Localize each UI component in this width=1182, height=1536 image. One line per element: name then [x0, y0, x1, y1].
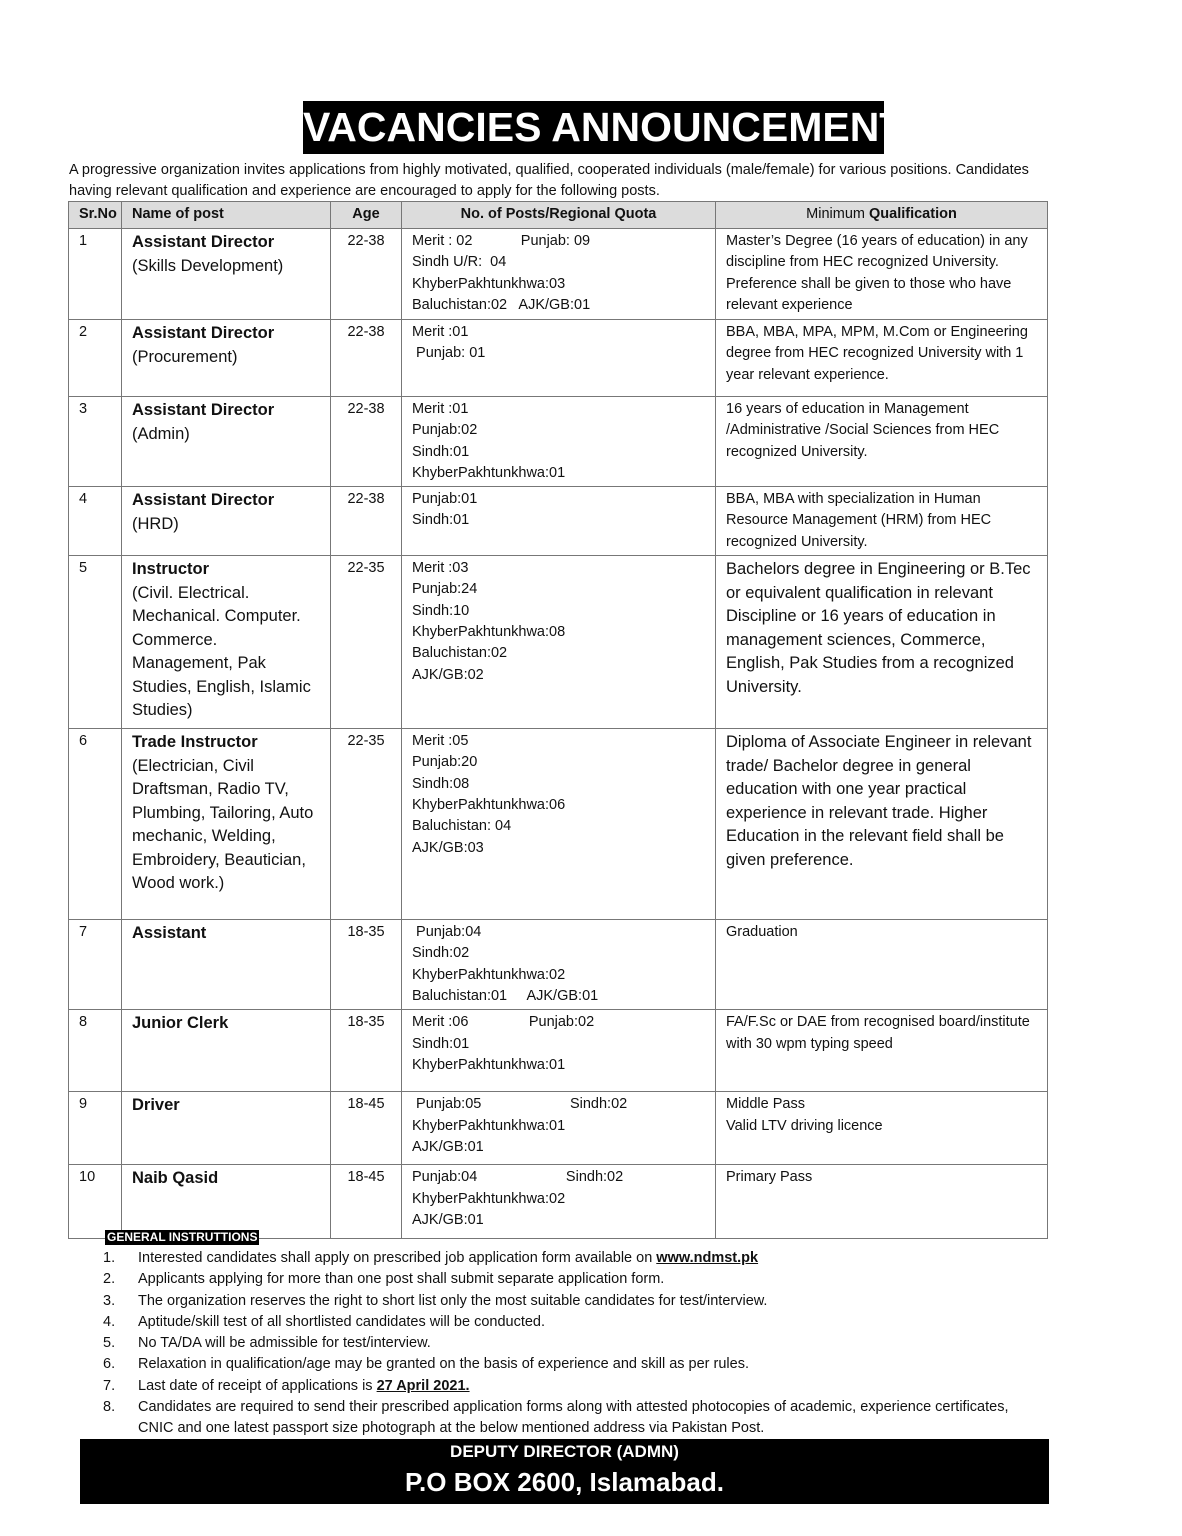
row-serial-number: 7 — [69, 920, 122, 1010]
row-serial-number: 9 — [69, 1092, 122, 1165]
row-minimum-qualification: FA/F.Sc or DAE from recognised board/institute with 30 wpm typing speed — [716, 1010, 1048, 1092]
instruction-item — [103, 1333, 1038, 1354]
post-name: Trade Instructor — [132, 733, 258, 752]
row-regional-quota — [402, 1165, 716, 1239]
quota-line: Punjab:20 — [412, 754, 478, 771]
header-regional-quota: No. of Posts/Regional Quota — [402, 202, 716, 229]
instruction-item — [103, 1354, 1038, 1375]
address-footer — [80, 1439, 1049, 1504]
table-row — [69, 729, 1048, 920]
quota-line: Merit :06 Punjab:02 — [412, 1014, 595, 1031]
quota-line: Merit :05 — [412, 733, 469, 750]
row-regional-quota — [402, 229, 716, 320]
row-post-cell — [122, 1092, 331, 1165]
row-serial-number: 6 — [69, 729, 122, 920]
table-row — [69, 556, 1048, 729]
quota-line: KhyberPakhtunkhwa:06 — [412, 796, 566, 813]
header-sr-no: Sr.No — [69, 202, 122, 229]
intro-paragraph: A progressive organization invites applications from highly motivated, qualified, cooperated individuals (male/female) for various positions. Candidates having relevant qualification and experience are encouraged to apply for the following posts. — [69, 162, 1029, 199]
table-row — [69, 1165, 1048, 1239]
row-age: 18-35 — [331, 1010, 402, 1092]
table-row — [69, 1092, 1048, 1165]
row-regional-quota — [402, 1010, 716, 1092]
quota-line: KhyberPakhtunkhwa:02 — [412, 1190, 566, 1207]
quota-line: KhyberPakhtunkhwa:08 — [412, 623, 566, 640]
quota-line: AJK/GB:02 — [412, 666, 484, 683]
row-serial-number: 10 — [69, 1165, 122, 1239]
quota-line: Punjab: 01 — [412, 345, 486, 362]
instructions-heading: GENERAL INSTRUTTIONS — [107, 1230, 258, 1244]
quota-line: Punjab:05 Sindh:02 — [412, 1096, 628, 1113]
quota-line: Baluchistan:02 — [412, 645, 508, 662]
instruction-item — [103, 1248, 1038, 1269]
table-row — [69, 1010, 1048, 1092]
row-minimum-qualification — [716, 1092, 1048, 1165]
quota-line: Baluchistan:01 AJK/GB:01 — [412, 987, 599, 1004]
quota-line: Sindh U/R: 04 — [412, 254, 507, 271]
header-qual-prefix: Minimum — [806, 206, 865, 222]
row-post-cell — [122, 397, 331, 487]
instruction-text: Aptitude/skill test of all shortlisted candidates will be conducted. — [138, 1313, 546, 1330]
post-name: Assistant Director — [132, 401, 275, 419]
row-post-cell — [122, 320, 331, 397]
row-regional-quota — [402, 729, 716, 920]
instruction-number: 6. — [103, 1356, 116, 1373]
row-post-cell — [122, 487, 331, 556]
row-post-cell — [122, 556, 331, 729]
instruction-text: No TA/DA will be admissible for test/interview. — [138, 1335, 431, 1352]
instruction-number: 4. — [103, 1313, 116, 1330]
row-serial-number: 4 — [69, 487, 122, 556]
row-regional-quota — [402, 397, 716, 487]
header-minimum-qualification — [716, 202, 1048, 229]
footer-designation: DEPUTY DIRECTOR (ADMN) — [450, 1442, 679, 1461]
quota-line: KhyberPakhtunkhwa:02 — [412, 966, 566, 983]
post-name: Junior Clerk — [132, 1014, 229, 1033]
post-name: Assistant Director — [132, 491, 275, 510]
post-name: Assistant Director — [132, 233, 275, 251]
header-age: Age — [331, 202, 402, 229]
quota-line: AJK/GB:01 — [412, 1211, 484, 1228]
quota-line: Punjab:04 — [412, 924, 482, 941]
qualification-line: Valid LTV driving licence — [726, 1117, 883, 1134]
quota-line: Sindh:08 — [412, 775, 470, 792]
row-serial-number: 8 — [69, 1010, 122, 1092]
instruction-item — [103, 1312, 1038, 1333]
instruction-text: Candidates are required to send their prescribed application forms along with attested photocopies of academic, experience certificates, CNIC and one latest passport size photograph at the below mentioned address via Pakistan Post. — [138, 1399, 1009, 1437]
row-age: 22-35 — [331, 556, 402, 729]
instruction-text: Relaxation in qualification/age may be granted on the basis of experience and skill as per rules. — [138, 1356, 749, 1373]
quota-line: Sindh:01 — [412, 512, 470, 529]
post-subtitle: (Skills Development) — [132, 256, 284, 275]
post-name: Instructor — [132, 560, 210, 579]
row-minimum-qualification: 16 years of education in Management /Administrative /Social Sciences from HEC recognized University. — [716, 397, 1048, 487]
instruction-item — [103, 1291, 1038, 1312]
deadline-date: 27 April 2021. — [376, 1377, 470, 1394]
row-regional-quota — [402, 1092, 716, 1165]
instruction-number: 2. — [103, 1271, 116, 1288]
quota-line: Punjab:04 Sindh:02 — [412, 1169, 624, 1186]
row-minimum-qualification: Bachelors degree in Engineering or B.Tec or equivalent qualification in relevant Discipline or 16 years of education in management sciences, Commerce, English, Pak Studies from a recognized University. — [716, 556, 1048, 729]
instruction-text: Interested candidates shall apply on prescribed job application form available on — [138, 1250, 657, 1266]
instruction-text: The organization reserves the right to short list only the most suitable candidates for test/interview. — [138, 1292, 768, 1309]
post-subtitle: (Procurement) — [132, 347, 238, 366]
instruction-item — [103, 1397, 1038, 1440]
post-name: Assistant Director — [132, 324, 275, 342]
quota-line: Baluchistan:02 AJK/GB:01 — [412, 296, 591, 313]
instruction-text: Applicants applying for more than one post shall submit separate application form. — [138, 1271, 665, 1288]
instruction-number: 5. — [103, 1335, 116, 1352]
quota-line: KhyberPakhtunkhwa:01 — [412, 1117, 566, 1134]
quota-line: Merit : 02 Punjab: 09 — [412, 233, 591, 249]
row-age: 18-45 — [331, 1092, 402, 1165]
row-age: 22-38 — [331, 229, 402, 320]
header-name-of-post: Name of post — [122, 202, 331, 229]
row-post-cell — [122, 729, 331, 920]
row-minimum-qualification: Primary Pass — [716, 1165, 1048, 1239]
row-serial-number: 3 — [69, 397, 122, 487]
row-serial-number: 5 — [69, 556, 122, 729]
instruction-item — [103, 1269, 1038, 1290]
row-regional-quota — [402, 487, 716, 556]
row-minimum-qualification: BBA, MBA with specialization in Human Resource Management (HRM) from HEC recognized University. — [716, 487, 1048, 556]
row-age: 22-38 — [331, 320, 402, 397]
instruction-number: 7. — [103, 1377, 116, 1394]
row-post-cell — [122, 1165, 331, 1239]
row-age: 22-38 — [331, 487, 402, 556]
table-row — [69, 487, 1048, 556]
post-name: Assistant — [132, 924, 207, 943]
table-row — [69, 229, 1048, 320]
quota-line: Baluchistan: 04 — [412, 818, 512, 835]
instruction-item — [103, 1376, 1038, 1397]
row-age: 22-38 — [331, 397, 402, 487]
row-regional-quota — [402, 556, 716, 729]
post-subtitle: (Civil. Electrical. Mechanical. Computer. Commerce. Management, Pak Studies, English, Islamic Studies) — [132, 583, 311, 720]
row-minimum-qualification: Graduation — [716, 920, 1048, 1010]
quota-line: AJK/GB:01 — [412, 1138, 484, 1155]
row-age: 22-35 — [331, 729, 402, 920]
row-serial-number: 1 — [69, 229, 122, 320]
page-title: VACANCIES ANNOUNCEMENT — [303, 101, 884, 154]
quota-line: Punjab:02 — [412, 422, 478, 439]
post-name: Driver — [132, 1096, 180, 1115]
quota-line: Sindh:10 — [412, 602, 470, 619]
quota-line: Sindh:01 — [412, 1035, 470, 1052]
row-serial-number: 2 — [69, 320, 122, 397]
instruction-number: 8. — [103, 1399, 116, 1416]
quota-line: Sindh:01 — [412, 443, 470, 460]
post-subtitle: (HRD) — [132, 514, 179, 533]
quota-line: Merit :01 — [412, 401, 469, 417]
row-regional-quota — [402, 320, 716, 397]
table-header-row — [69, 202, 1048, 229]
row-minimum-qualification: Diploma of Associate Engineer in relevant trade/ Bachelor degree in general education with one year practical experience in relevant trade. Higher Education in the relevant field shall be given preference. — [716, 729, 1048, 920]
header-qual-bold: Qualification — [869, 206, 957, 222]
quota-line: Punjab:01 — [412, 491, 478, 508]
row-post-cell — [122, 229, 331, 320]
quota-line: AJK/GB:03 — [412, 839, 484, 856]
table-row — [69, 920, 1048, 1010]
row-age: 18-35 — [331, 920, 402, 1010]
quota-line: Punjab:24 — [412, 581, 478, 598]
post-subtitle: (Admin) — [132, 424, 190, 443]
quota-line: KhyberPakhtunkhwa:03 — [412, 275, 566, 292]
quota-line: Merit :03 — [412, 560, 469, 577]
vacancies-table — [68, 201, 1048, 1239]
instruction-number: 1. — [103, 1250, 116, 1266]
row-age: 18-45 — [331, 1165, 402, 1239]
row-regional-quota — [402, 920, 716, 1010]
table-body — [69, 229, 1048, 1239]
post-name: Naib Qasid — [132, 1169, 219, 1188]
quota-line: Sindh:02 — [412, 945, 470, 962]
post-subtitle: (Electrician, Civil Draftsman, Radio TV, Plumbing, Tailoring, Auto mechanic, Welding, Embroidery, Beautician, Wood work.) — [132, 756, 314, 893]
footer-address: P.O BOX 2600, Islamabad. — [405, 1467, 724, 1497]
instruction-number: 3. — [103, 1292, 116, 1309]
row-minimum-qualification: Master’s Degree (16 years of education) in any discipline from HEC recognized University. Preference shall be given to those who have relevant experience — [716, 229, 1048, 320]
instructions-list — [103, 1248, 1038, 1440]
row-post-cell — [122, 920, 331, 1010]
website-link[interactable]: www.ndmst.pk — [656, 1250, 759, 1266]
quota-line: KhyberPakhtunkhwa:01 — [412, 1056, 566, 1073]
row-minimum-qualification: BBA, MBA, MPA, MPM, M.Com or Engineering degree from HEC recognized University with 1 year relevant experience. — [716, 320, 1048, 397]
qualification-line: Middle Pass — [726, 1096, 805, 1113]
quota-line: Merit :01 — [412, 324, 469, 340]
instruction-text: Last date of receipt of applications is — [138, 1377, 377, 1394]
table-row — [69, 397, 1048, 487]
row-post-cell — [122, 1010, 331, 1092]
table-row — [69, 320, 1048, 397]
quota-line: KhyberPakhtunkhwa:01 — [412, 464, 566, 481]
